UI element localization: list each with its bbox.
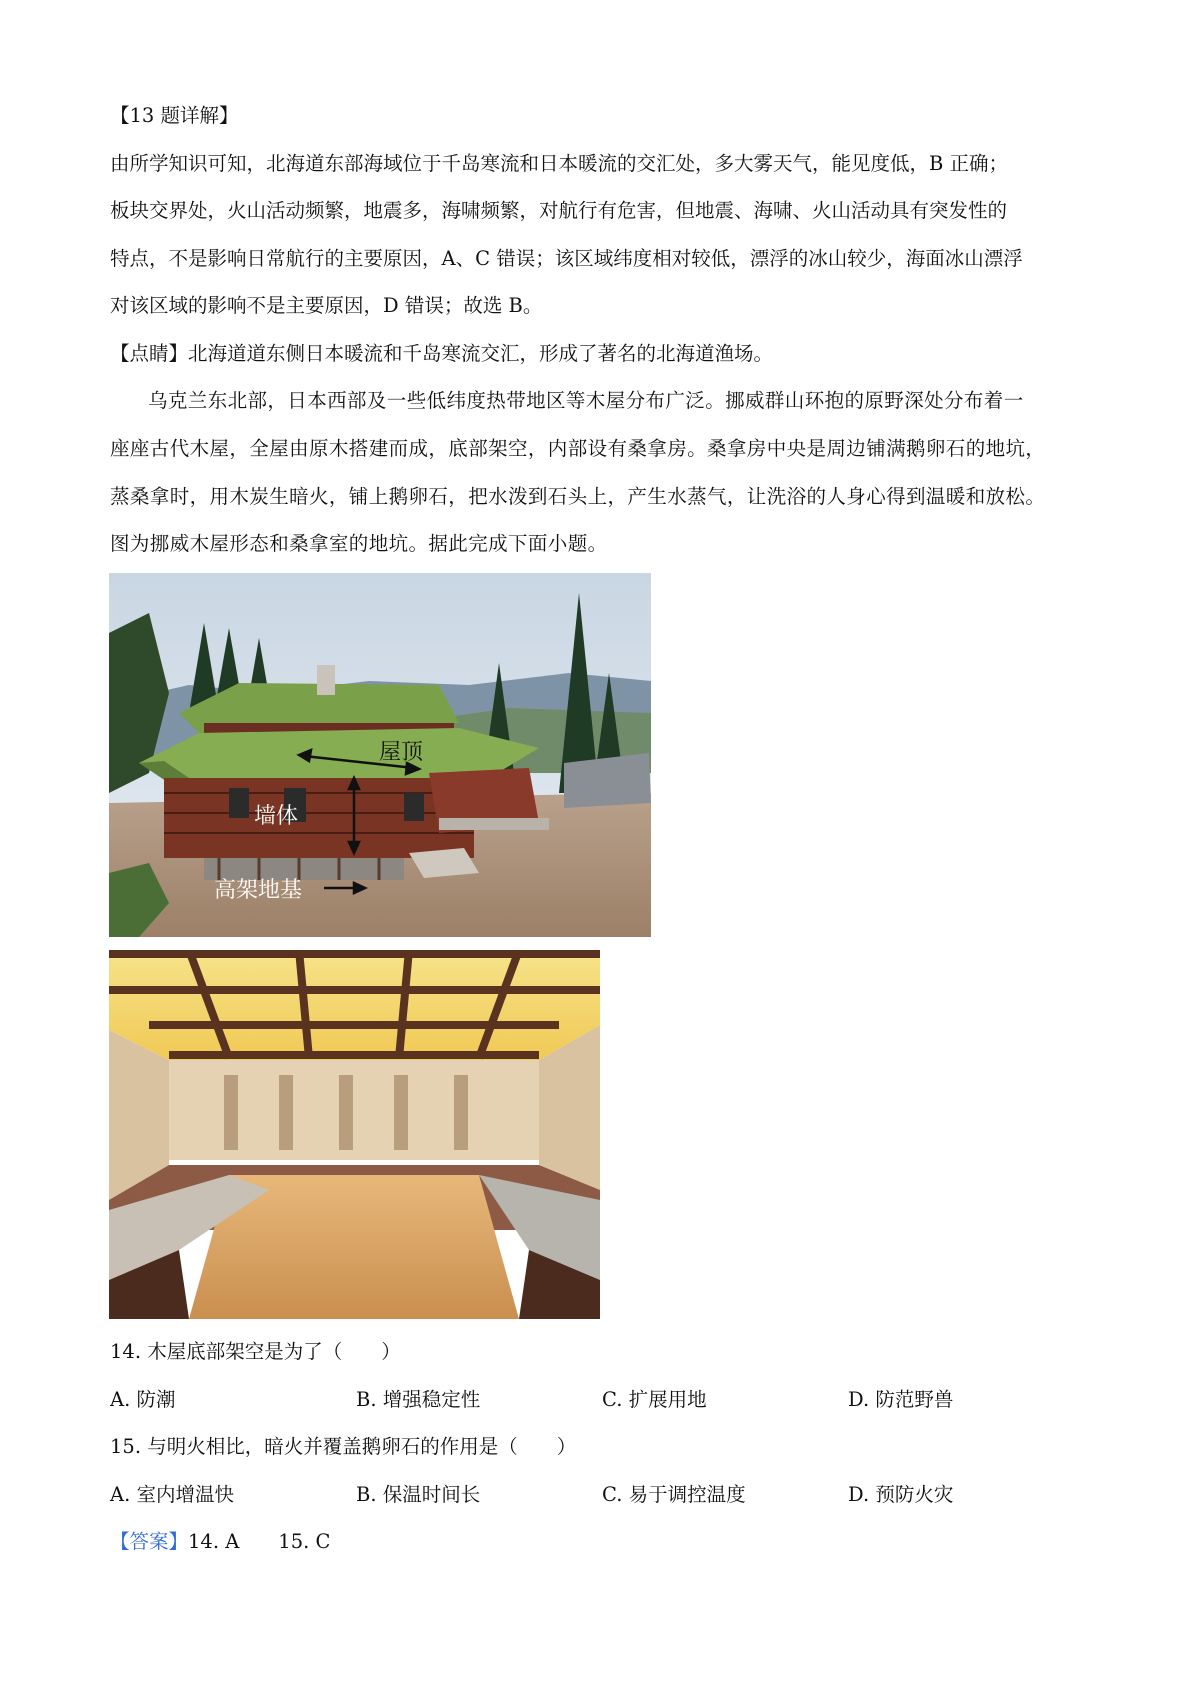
question-15-option-b: B. 保温时间长 (356, 1483, 481, 1506)
stimulus-line: 蒸桑拿时，用木炭生暗火，铺上鹅卵石，把水泼到石头上，产生水蒸气，让洗浴的人身心得到温暖和放松。 (110, 485, 1046, 508)
stimulus-line: 乌克兰东北部，日本西部及一些低纬度热带地区等木屋分布广泛。挪威群山环抱的原野深处分布着一 (148, 389, 1024, 412)
question-14-option-d: D. 防范野兽 (848, 1388, 954, 1411)
explanation-line: 板块交界处，火山活动频繁，地震多，海啸频繁，对航行有危害，但地震、海啸、火山活动具有突发性的 (110, 199, 1008, 222)
sauna-photo (109, 950, 600, 1319)
label-elevated-base: 高架地基 (214, 878, 303, 903)
explanation-heading: 【13 题详解】 (110, 104, 239, 127)
question-15-option-c: C. 易于调控温度 (602, 1483, 746, 1506)
question-14-option-b: B. 增强稳定性 (356, 1388, 481, 1411)
question-15-stem: 15. 与明火相比，暗火并覆盖鹅卵石的作用是（ ） (110, 1435, 577, 1458)
explanation-line: 由所学知识可知，北海道东部海域位于千岛寒流和日本暖流的交汇处，多大雾天气，能见度低，B 正确； (110, 152, 1009, 175)
label-roof: 屋顶 (379, 740, 424, 765)
stimulus-line: 座座古代木屋，全屋由原木搭建而成，底部架空，内部设有桑拿房。桑拿房中央是周边铺满鹅卵石的地坑， (110, 437, 1046, 460)
answer-line (110, 1529, 330, 1555)
cabin-photo (109, 573, 651, 937)
answer-tag: 【答案】 (110, 1530, 189, 1553)
answer-text: 14. A 15. C (188, 1530, 331, 1553)
label-wall: 墙体 (254, 804, 299, 829)
tip-line: 【点睛】北海道道东侧日本暖流和千岛寒流交汇，形成了著名的北海道渔场。 (110, 342, 774, 365)
question-15-option-a: A. 室内增温快 (110, 1483, 234, 1506)
explanation-line: 对该区域的影响不是主要原因，D 错误；故选 B。 (110, 294, 543, 317)
question-14-stem: 14. 木屋底部架空是为了（ ） (110, 1340, 401, 1363)
question-14-option-a: A. 防潮 (110, 1388, 176, 1411)
sauna-illustration (109, 950, 600, 1319)
explanation-line: 特点，不是影响日常航行的主要原因，A、C 错误；该区域纬度相对较低，漂浮的冰山较少，海面冰山漂浮 (110, 247, 1023, 270)
question-15-option-d: D. 预防火灾 (848, 1483, 954, 1506)
question-14-option-c: C. 扩展用地 (602, 1388, 707, 1411)
stimulus-line: 图为挪威木屋形态和桑拿室的地坑。据此完成下面小题。 (110, 532, 608, 555)
